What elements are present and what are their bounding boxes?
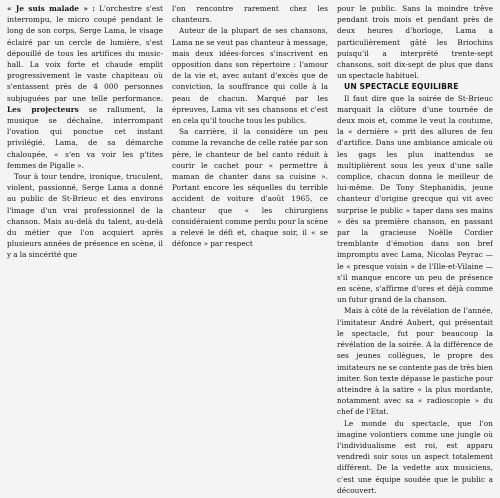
column-3 (337, 3, 493, 498)
paragraph: Il faut dire que la soirée de St-Brieuc marquait la clôture d'une tournée de deux mois et, comme le veut la coutume, la « dernière » prit des allures de feu d'artifice. Dans une ambiance amicale où les gags les plus inattendus se multiplièrent sous les yeux d'une salle complice, chacun donna le meilleur de lui-même. De Tony Stephanidis, jeune chanteur d'origine grecque qui vit avec surprise le public « taper dans ses mains » dès sa première chanson, en passant par la gracieuse Noëlle Cordier tremblante d'émotion dans son bref impromptu avec Lama, Nicolas Peyrac — le « presque voisin » de l'Ille-et-Vilaine — s'il manque encore un peu de présence en scène, s'affirme d'ores et déjà comme un futur grand de la chanson. (337, 93, 493, 305)
paragraph: l'on rencontre rarement chez les chanteurs. (172, 4, 328, 25)
paragraph: Auteur de la plupart de ses chansons, Lama ne se veut pas chanteur à message, mais deux idées-forces s'inscrivent en opposition dans son répertoire : l'amour de la vie et, avec autant d'excès que de conviction, la souffrance qui colle à la peau de chacun. Marqué par les épreuves, Lama vit ses chansons et c'est en cela qu'il touche tous les publics. (172, 26, 328, 126)
section-heading: UN SPECTACLE EQUILIBRE (344, 82, 459, 92)
emphasis: Les projecteurs (7, 104, 79, 114)
paragraph: Sa carrière, il la considère un peu comme la revanche de celle ratée par son père, le chanteur de bel canto réduit à courir le cachet pour « permettre à maman de chanter dans sa cuisine ». Portant encore les séquelles du terrible accident de voiture d'août 1965, ce chanteur que « les chirurgiens considéraient comme perdu pour la scène a relevé le défi et, chaque soir, il « se défonce » par respect (172, 127, 328, 249)
paragraph: Le monde du spectacle, que l'on imagine volontiers comme une jungle où l'individualisme est roi, est apparu vendredi soir sous un aspect totalement différent. De la vedette aux musiciens, c'est une équipe soudée que le public a découvert. (337, 418, 493, 495)
paragraph: Tour à tour tendre, ironique, truculent, violent, passionné, Serge Lama a donné au public de St-Brieuc et des environs l'image d'un vrai professionnel de la chanson. Mais au-delà du talent, au-delà du métier que l'on acquiert après plusieurs années de présence en scène, il y a la sincérité que (7, 172, 163, 260)
lead-in: « Je suis malade » : (7, 4, 96, 13)
column-2 (172, 3, 328, 498)
paragraph: « Je suis malade » : L'orchestre s'est interrompu, le micro coupé pendant le long de son corps, Serge Lama, le visage éclairé par un cercle de lumière, s'est dépouillé de tous les artifices du music-hall. La voix forte et chaude emplit progressivement le vaste chapiteau où s'entassent près de 4 000 personnes subjuguées par une telle performance. Les projecteurs se rallument, la musique se déchaîne, interrompant l'ovation qui ponctue cet instant privilégié. Lama, de sa démarche chaloupée, « s'en va voir les p'tites femmes de Pigalle ». (7, 4, 163, 170)
paragraph: Mais à côté de la révélation de l'année, l'imitateur André Aubert, qui présentait le spectacle, fut pour beaucoup la révélation de la soirée. A la différence de ses jeunes collègues, le propre des imitateurs ne se contente pas de très bien imiter. Son texte dépasse le pastiche pour atteindre à la satire « la plus mordante, notamment avec sa « radioscopie » du chef de l'Etat. (337, 306, 493, 417)
paragraph: pour le public. Sans la moindre trêve pendant trois mois et pendant près de deux heures d'horloge, Lama a particulièrement gâté les Briochins puisqu'il a interprété trente-sept chansons, soit dix-sept de plus que dans un spectacle habituel. (337, 4, 493, 81)
column-1 (7, 3, 163, 498)
